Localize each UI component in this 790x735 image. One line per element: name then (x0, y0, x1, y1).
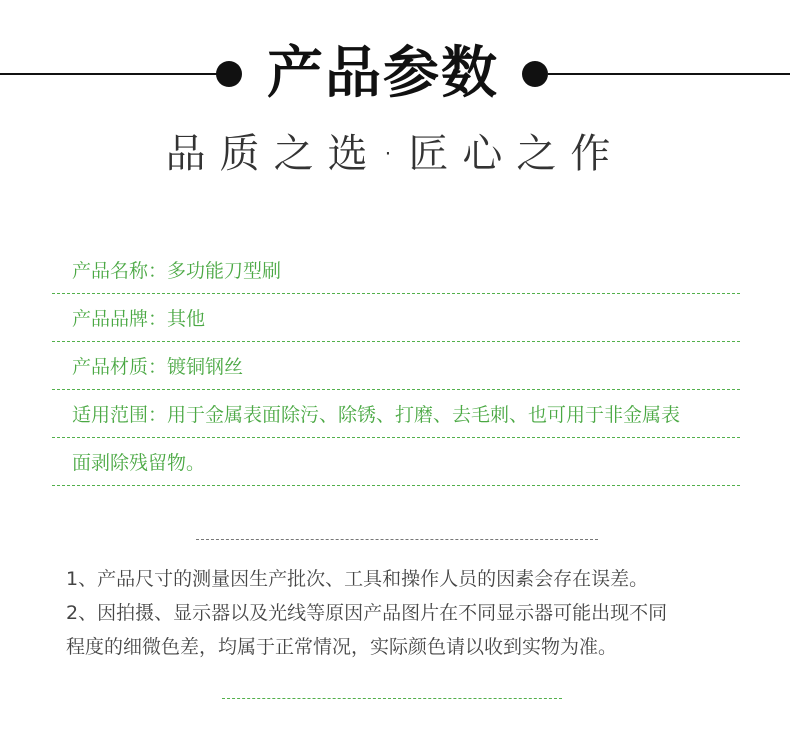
title-dot-right-icon (522, 61, 548, 87)
param-label: 产品材质： (72, 356, 168, 378)
param-label: 产品名称： (72, 260, 168, 282)
page-subtitle: 品质之选·匠心之作 (165, 131, 625, 177)
divider-bottom (222, 698, 562, 699)
note-line: 1、产品尺寸的测量因生产批次、工具和操作人员的因素会存在误差。 (66, 568, 649, 590)
param-value: 面剥除残留物。 (72, 452, 206, 474)
notes (66, 562, 746, 664)
divider (196, 539, 598, 540)
page-title: 产品参数 (267, 41, 499, 106)
param-row-usage (52, 390, 740, 438)
note-line: 2、因拍摄、显示器以及光线等原因产品图片在不同显示器可能出现不同 (66, 602, 668, 624)
param-label: 产品品牌： (72, 308, 168, 330)
note-line: 程度的细微色差，均属于正常情况，实际颜色请以收到实物为准。 (66, 636, 618, 658)
param-row-usage-cont (52, 438, 740, 486)
title-row (0, 28, 790, 118)
title-dot-left-icon (216, 61, 242, 87)
param-row-brand (52, 294, 740, 342)
param-value: 用于金属表面除污、除锈、打磨、去毛刺、也可用于非金属表 (167, 404, 681, 426)
param-row-material (52, 342, 740, 390)
param-list (52, 246, 740, 486)
param-value: 多功能刀型刷 (167, 260, 282, 282)
param-value: 镀铜钢丝 (167, 356, 244, 378)
title-line-right (548, 73, 790, 75)
param-label: 适用范围： (72, 404, 168, 426)
param-row-name (52, 246, 740, 294)
title-line-left (0, 73, 220, 75)
param-value: 其他 (167, 308, 206, 330)
